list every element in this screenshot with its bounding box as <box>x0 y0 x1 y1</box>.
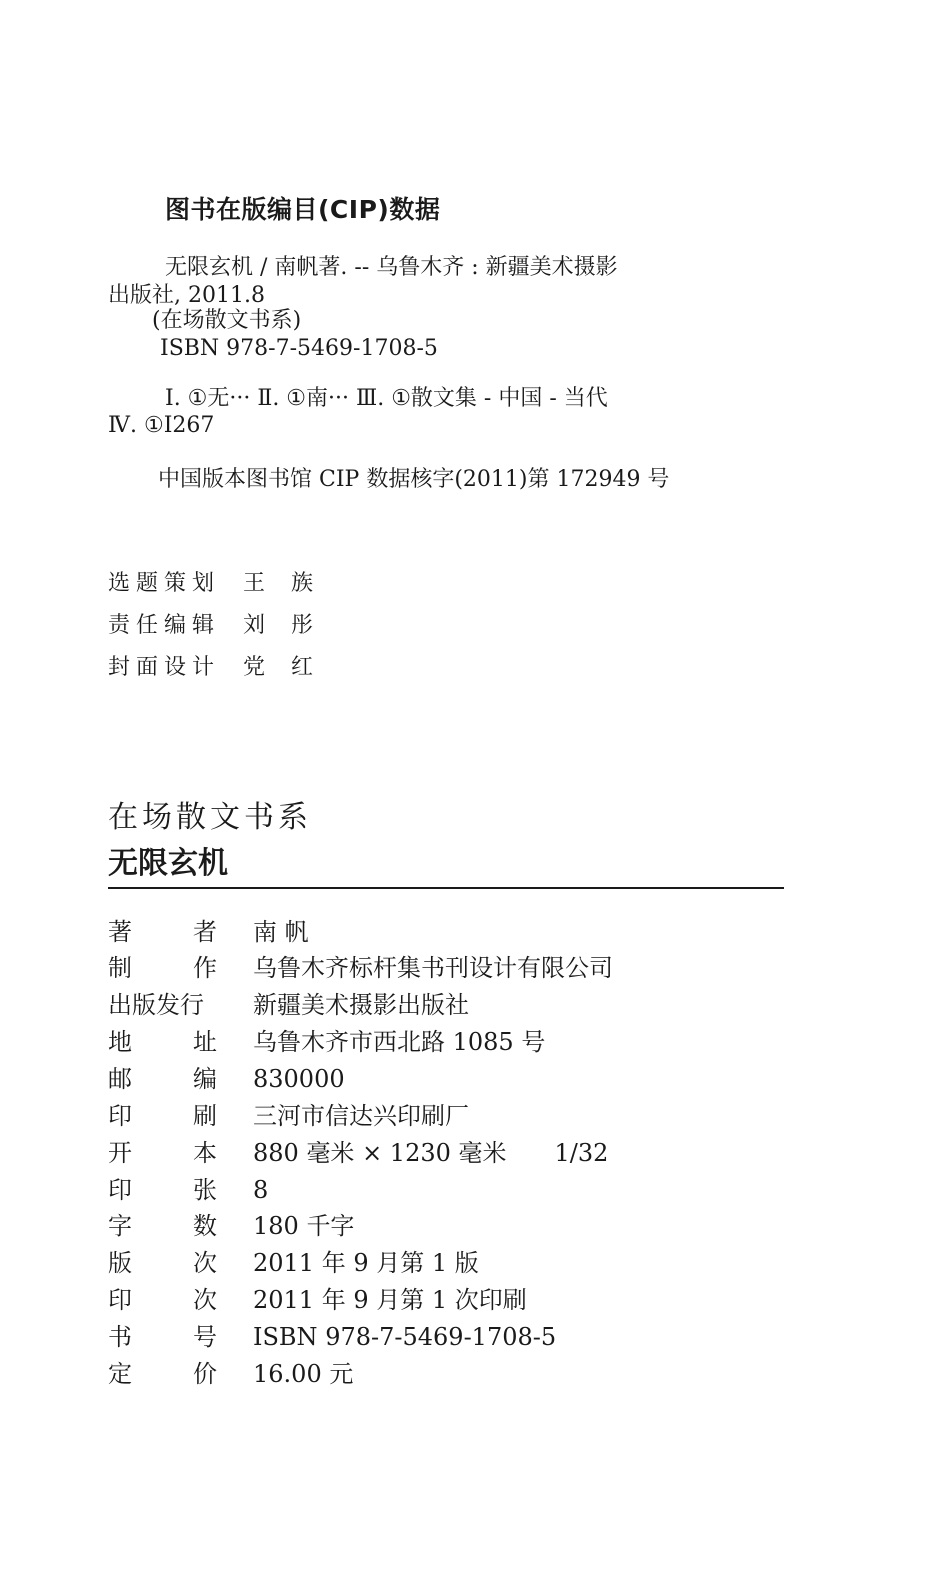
spec-key-part: 制 <box>108 954 132 982</box>
spec-value: 8 <box>253 1176 269 1204</box>
staff-name: 王族 <box>243 571 340 596</box>
spec-key-part: 数 <box>193 1212 217 1240</box>
staff-row <box>108 566 339 597</box>
spec-value: 南 帆 <box>253 918 309 946</box>
spec-key <box>108 912 253 947</box>
spec-key-part: 张 <box>193 1176 217 1204</box>
spec-key-part: 印 <box>108 1286 132 1314</box>
cip-line-1: 无限玄机 / 南帆著. -- 乌鲁木齐 : 新疆美术摄影 <box>165 255 618 280</box>
spec-key-part: 印 <box>108 1102 132 1130</box>
spec-row <box>108 1059 345 1095</box>
cip-line-3: (在场散文书系) <box>152 308 302 333</box>
spec-key <box>108 1243 253 1278</box>
spec-value: 乌鲁木齐标杆集书刊设计有限公司 <box>253 954 613 982</box>
spec-key <box>108 1354 253 1389</box>
staff-row <box>108 650 339 681</box>
spec-value: 180 千字 <box>253 1212 355 1240</box>
series-title: 在场散文书系 <box>108 800 312 835</box>
cip-heading: 图书在版编目(CIP)数据 <box>165 195 441 224</box>
spec-key-part: 印 <box>108 1176 132 1204</box>
spec-key-part: 著 <box>108 918 132 946</box>
spec-key <box>108 1170 253 1205</box>
spec-key <box>108 1206 253 1241</box>
spec-key <box>108 1096 253 1131</box>
spec-row <box>108 1096 469 1132</box>
spec-row <box>108 1133 608 1169</box>
spec-key <box>108 1133 253 1168</box>
cip-line-4: ISBN 978-7-5469-1708-5 <box>160 336 438 361</box>
cip-line-2: 出版社, 2011.8 <box>108 283 265 308</box>
spec-key-part: 定 <box>108 1360 132 1388</box>
spec-value: 2011 年 9 月第 1 次印刷 <box>253 1286 527 1314</box>
staff-name: 党红 <box>243 655 340 680</box>
spec-key-part: 开 <box>108 1139 132 1167</box>
cip-record: 中国版本图书馆 CIP 数据核字(2011)第 172949 号 <box>158 467 670 492</box>
cip-line-6: Ⅳ. ①I267 <box>108 413 215 438</box>
spec-value: ISBN 978-7-5469-1708-5 <box>253 1323 557 1351</box>
staff-name: 刘彤 <box>243 613 340 638</box>
spec-key-part: 出版发行 <box>108 991 204 1019</box>
spec-row <box>108 1317 556 1353</box>
spec-row <box>108 1354 353 1390</box>
spec-key-part: 次 <box>193 1249 217 1277</box>
spec-value: 830000 <box>253 1065 345 1093</box>
spec-key-part: 号 <box>193 1323 217 1351</box>
spec-key-part: 字 <box>108 1212 132 1240</box>
spec-value: 三河市信达兴印刷厂 <box>253 1102 469 1130</box>
spec-key <box>108 985 253 1020</box>
spec-key-part: 址 <box>193 1028 217 1056</box>
spec-key-part: 版 <box>108 1249 132 1277</box>
staff-role: 责任编辑 <box>108 613 221 638</box>
spec-row <box>108 1170 268 1206</box>
spec-key <box>108 1022 253 1057</box>
spec-value: 2011 年 9 月第 1 版 <box>253 1249 479 1277</box>
spec-key-part: 次 <box>193 1286 217 1314</box>
spec-key-part: 者 <box>193 918 217 946</box>
spec-value: 新疆美术摄影出版社 <box>253 991 469 1019</box>
title-rule <box>108 887 784 889</box>
spec-value: 16.00 元 <box>253 1360 354 1388</box>
spec-row <box>108 1280 527 1316</box>
staff-role: 封面设计 <box>108 655 221 680</box>
spec-key-part: 价 <box>193 1360 217 1388</box>
staff-role: 选题策划 <box>108 571 221 596</box>
spec-row <box>108 948 613 984</box>
spec-row <box>108 985 469 1021</box>
cip-line-5: Ⅰ. ①无··· Ⅱ. ①南··· Ⅲ. ①散文集 - 中国 - 当代 <box>165 386 608 411</box>
spec-row <box>108 1243 479 1279</box>
spec-row <box>108 1206 354 1242</box>
spec-key-part: 刷 <box>193 1102 217 1130</box>
spec-key <box>108 1317 253 1352</box>
spec-key <box>108 948 253 983</box>
book-title: 无限玄机 <box>108 846 228 881</box>
spec-key-part: 地 <box>108 1028 132 1056</box>
spec-key-part: 邮 <box>108 1065 132 1093</box>
spec-key <box>108 1280 253 1315</box>
spec-row <box>108 912 309 948</box>
spec-value: 乌鲁木齐市西北路 1085 号 <box>253 1028 546 1056</box>
staff-row <box>108 608 339 639</box>
spec-key-part: 本 <box>193 1139 217 1167</box>
spec-value: 880 毫米 × 1230 毫米 1/32 <box>253 1139 609 1167</box>
spec-key-part: 编 <box>193 1065 217 1093</box>
spec-key-part: 作 <box>193 954 217 982</box>
spec-row <box>108 1022 545 1058</box>
spec-key-part: 书 <box>108 1323 132 1351</box>
spec-key <box>108 1059 253 1094</box>
